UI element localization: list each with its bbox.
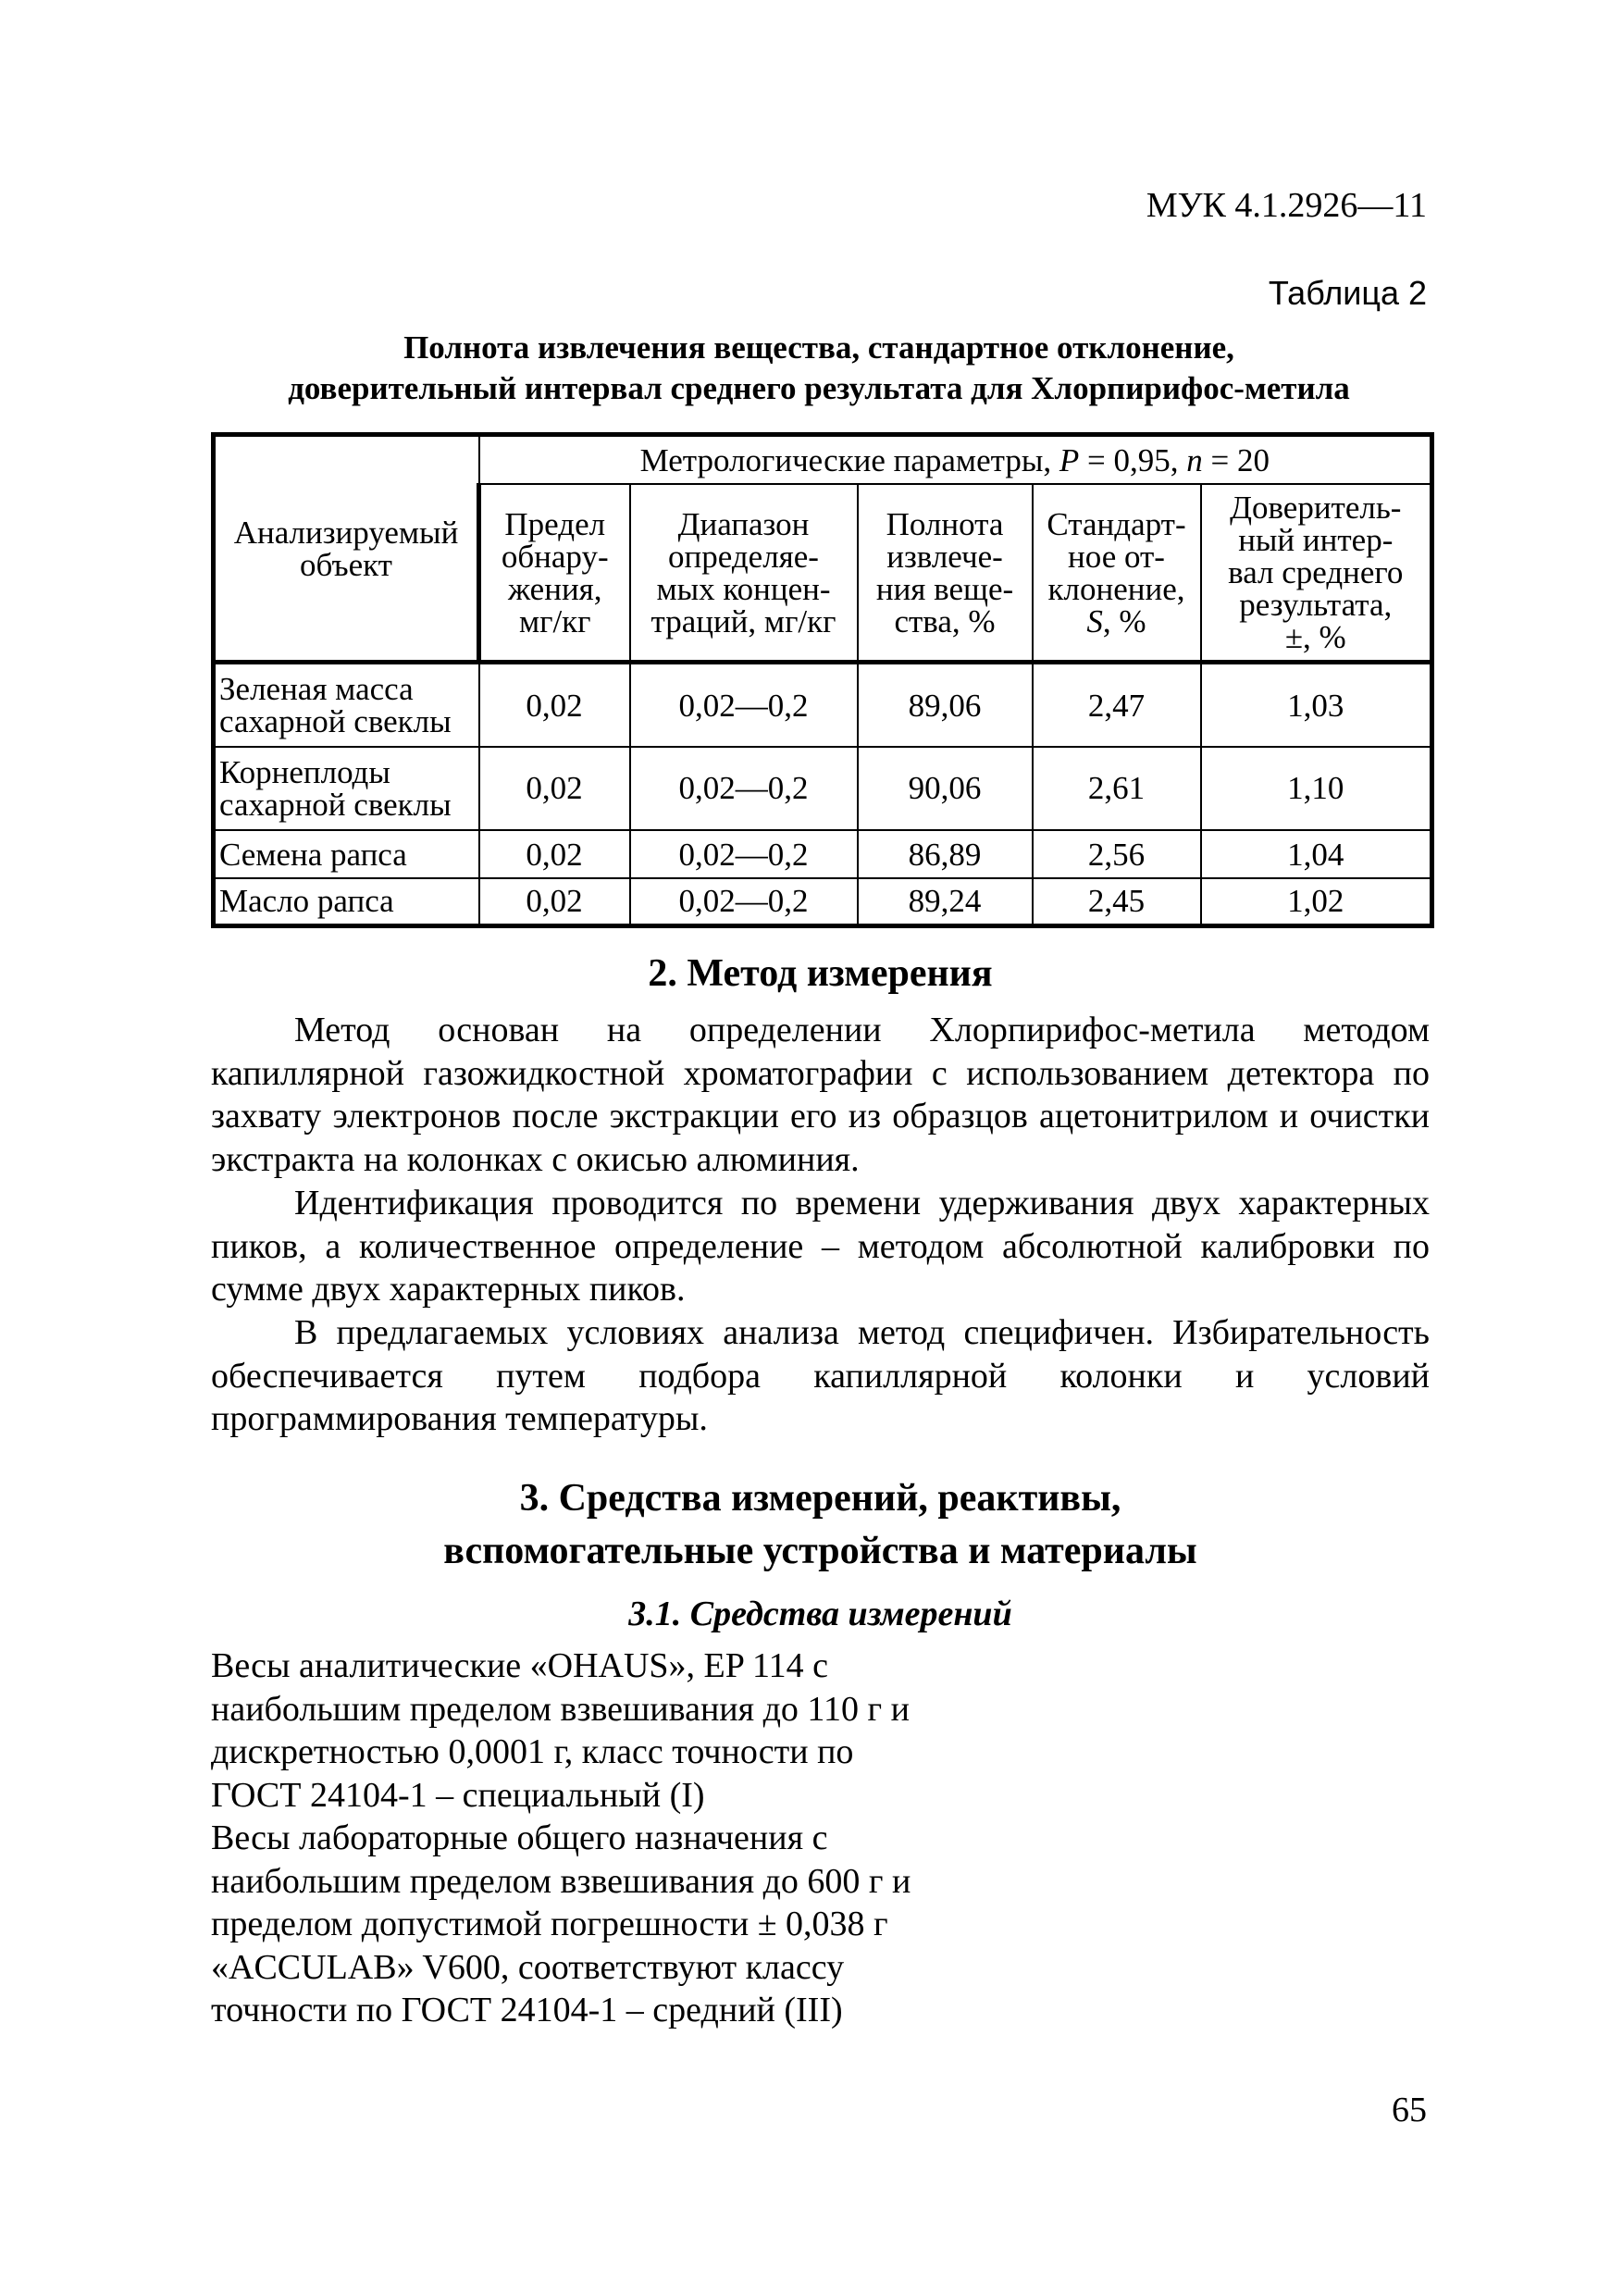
section-2-paragraph-2: Идентификация проводится по времени удерживания двух характерных пиков, а количественное определение – методом абсолютной калибровки по сумме двух характерных пиков. [211, 1184, 1430, 1309]
table-label: Таблица 2 [1268, 274, 1427, 312]
table-row [214, 830, 1432, 878]
header-metrological-parameters: Метрологические параметры, P = 0,95, n = 20 [479, 435, 1432, 485]
cell-standard-deviation: 2,56 [1033, 830, 1201, 878]
cell-confidence-interval: 1,03 [1201, 663, 1432, 747]
instrument-line: Весы аналитические «OHAUS», EP 114 с [211, 1646, 828, 1685]
header-standard-deviation: Стандарт- ное от- клонение, S, % [1033, 484, 1201, 663]
table-row [214, 747, 1432, 831]
table-row [214, 878, 1432, 926]
instrument-line: пределом допустимой погрешности ± 0,038 г [211, 1905, 888, 1943]
cell-standard-deviation: 2,61 [1033, 747, 1201, 831]
row-object: Корнеплоды сахарной свеклы [214, 747, 479, 831]
measuring-instruments-list [211, 1644, 1044, 2032]
row-object: Зеленая масса сахарной свеклы [214, 663, 479, 747]
section-2-heading: 2. Метод измерения [648, 952, 993, 995]
section-2-paragraph-3: В предлагаемых условиях анализа метод специфичен. Избирательность обеспечивается путем подбора капиллярной колонки и условий программирования температуры. [211, 1313, 1430, 1438]
header-concentration-range: Диапазон определяе- мых концен- траций, мг/кг [630, 484, 858, 663]
cell-detection-limit: 0,02 [479, 663, 630, 747]
cell-recovery: 90,06 [858, 747, 1033, 831]
cell-confidence-interval: 1,04 [1201, 830, 1432, 878]
cell-detection-limit: 0,02 [479, 830, 630, 878]
cell-confidence-interval: 1,10 [1201, 747, 1432, 831]
table-row [214, 663, 1432, 747]
cell-recovery: 89,06 [858, 663, 1033, 747]
cell-concentration-range: 0,02—0,2 [630, 663, 858, 747]
instrument-line: Весы лабораторные общего назначения с [211, 1818, 828, 1857]
cell-recovery: 89,24 [858, 878, 1033, 926]
instrument-line: точности по ГОСТ 24104-1 – средний (III) [211, 1991, 843, 2029]
row-object: Масло рапса [214, 878, 479, 926]
instrument-line: наибольшим пределом взвешивания до 110 г и [211, 1689, 910, 1729]
row-object: Семена рапса [214, 830, 479, 878]
header-recovery: Полнота извлече- ния веще- ства, % [858, 484, 1033, 663]
header-analyzed-object: Анализируемый объект [214, 435, 479, 663]
instrument-line: наибольшим пределом взвешивания до 600 г и [211, 1861, 911, 1901]
document-code: МУК 4.1.2926—11 [1146, 186, 1427, 225]
cell-concentration-range: 0,02—0,2 [630, 878, 858, 926]
metrology-table [211, 432, 1434, 928]
cell-detection-limit: 0,02 [479, 747, 630, 831]
cell-concentration-range: 0,02—0,2 [630, 830, 858, 878]
section-3-1-heading: 3.1. Средства измерений [628, 1595, 1012, 1633]
instrument-line: «ACCULAB» V600, соответствуют классу [211, 1947, 845, 1987]
cell-detection-limit: 0,02 [479, 878, 630, 926]
header-detection-limit: Предел обнару- жения, мг/кг [479, 484, 630, 663]
cell-standard-deviation: 2,45 [1033, 878, 1201, 926]
cell-standard-deviation: 2,47 [1033, 663, 1201, 747]
table-header-row-1 [214, 435, 1432, 485]
cell-concentration-range: 0,02—0,2 [630, 747, 858, 831]
cell-confidence-interval: 1,02 [1201, 878, 1432, 926]
header-confidence-interval: Доверитель- ный интер- вал среднего результата, ±, % [1201, 484, 1432, 663]
section-2-paragraph-1: Метод основан на определении Хлорпирифос-метила методом капиллярной газожидкостной хроматографии с использованием детектора по захвату электронов после экстракции его из образцов ацетонитрилом и очистки экстракта на колонках с окисью алюминия. [211, 1011, 1430, 1179]
cell-recovery: 86,89 [858, 830, 1033, 878]
page-number: 65 [1392, 2091, 1427, 2129]
instrument-line: дискретностью 0,0001 г, класс точности по [211, 1732, 854, 1771]
table-title [211, 328, 1427, 409]
table-title-line-2: доверительный интервал среднего результата для Хлорпирифос-метила [288, 370, 1350, 406]
table-title-line-1: Полнота извлечения вещества, стандартное отклонение, [403, 329, 1234, 366]
instrument-line: ГОСТ 24104-1 – специальный (I) [211, 1775, 705, 1815]
section-3-heading: 3. Средства измерений, реактивы, вспомогательные устройства и материалы [443, 1477, 1197, 1572]
